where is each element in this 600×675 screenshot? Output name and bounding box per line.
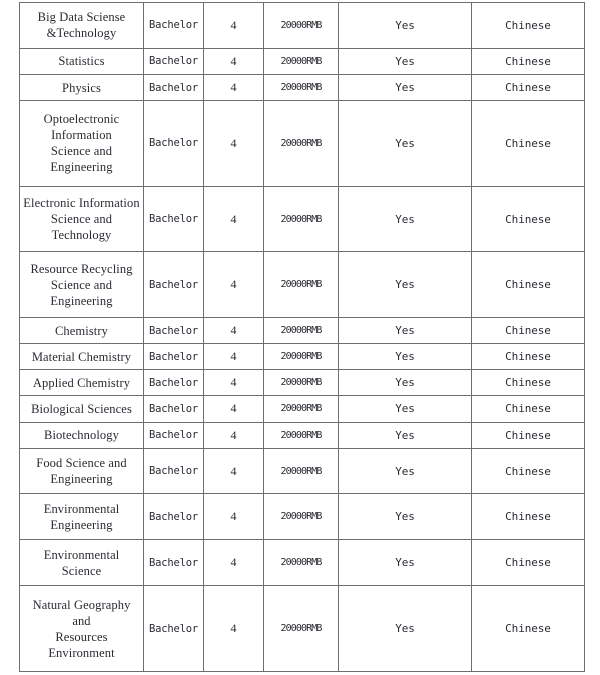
cell-duration: 4	[204, 48, 264, 74]
cell-degree: Bachelor	[144, 540, 204, 586]
cell-major	[20, 370, 144, 396]
cell-degree: Bachelor	[144, 370, 204, 396]
table-row	[20, 252, 585, 318]
cell-duration: 4	[204, 74, 264, 100]
cell-tuition-fee: 20000RMB	[264, 396, 339, 422]
cell-language: Chinese	[472, 422, 585, 448]
major-line-2: Science and Engineering	[50, 277, 113, 308]
cell-tuition-fee: 20000RMB	[264, 48, 339, 74]
cell-tuition-fee: 20000RMB	[264, 74, 339, 100]
major-line-1: Statistics	[58, 54, 105, 69]
cell-language: Chinese	[472, 48, 585, 74]
cell-duration: 4	[204, 448, 264, 494]
table-row	[20, 186, 585, 252]
cell-scholarship: Yes	[339, 48, 472, 74]
major-line-1: Resource Recycling	[30, 261, 133, 276]
cell-degree: Bachelor	[144, 448, 204, 494]
cell-degree: Bachelor	[144, 101, 204, 187]
cell-major	[20, 494, 144, 540]
major-line-2: Resources Environment	[48, 629, 115, 660]
table-row	[20, 3, 585, 49]
major-line-1: Food Science and	[36, 456, 127, 471]
cell-duration: 4	[204, 344, 264, 370]
cell-scholarship: Yes	[339, 494, 472, 540]
cell-major	[20, 318, 144, 344]
major-line-1: Environmental Science	[43, 547, 120, 578]
cell-scholarship: Yes	[339, 186, 472, 252]
cell-tuition-fee: 20000RMB	[264, 344, 339, 370]
cell-language: Chinese	[472, 586, 585, 672]
cell-language: Chinese	[472, 494, 585, 540]
table-row	[20, 318, 585, 344]
cell-scholarship: Yes	[339, 422, 472, 448]
major-line-1: Electronic Information	[23, 196, 140, 211]
cell-language: Chinese	[472, 540, 585, 586]
cell-scholarship: Yes	[339, 586, 472, 672]
cell-language: Chinese	[472, 252, 585, 318]
cell-language: Chinese	[472, 396, 585, 422]
cell-scholarship: Yes	[339, 540, 472, 586]
cell-scholarship: Yes	[339, 101, 472, 187]
program-table-body	[20, 3, 585, 672]
cell-degree: Bachelor	[144, 494, 204, 540]
cell-major	[20, 48, 144, 74]
major-line-2: Engineering	[50, 472, 113, 487]
cell-degree: Bachelor	[144, 586, 204, 672]
table-row	[20, 494, 585, 540]
cell-degree: Bachelor	[144, 48, 204, 74]
cell-major	[20, 396, 144, 422]
cell-language: Chinese	[472, 448, 585, 494]
cell-duration: 4	[204, 252, 264, 318]
major-line-1: Biological Sciences	[31, 401, 132, 416]
cell-duration: 4	[204, 370, 264, 396]
program-table	[19, 2, 585, 672]
major-line-1: Applied Chemistry	[32, 375, 131, 390]
cell-duration: 4	[204, 3, 264, 49]
cell-major	[20, 74, 144, 100]
table-row	[20, 448, 585, 494]
major-line-2: Engineering	[50, 517, 113, 532]
table-row	[20, 101, 585, 187]
cell-degree: Bachelor	[144, 186, 204, 252]
cell-duration: 4	[204, 318, 264, 344]
cell-degree: Bachelor	[144, 422, 204, 448]
cell-language: Chinese	[472, 318, 585, 344]
cell-major	[20, 3, 144, 49]
cell-language: Chinese	[472, 101, 585, 187]
table-row	[20, 370, 585, 396]
cell-duration: 4	[204, 101, 264, 187]
cell-tuition-fee: 20000RMB	[264, 586, 339, 672]
cell-scholarship: Yes	[339, 448, 472, 494]
cell-duration: 4	[204, 422, 264, 448]
major-line-2: Science and Engineering	[50, 144, 113, 175]
major-line-1: Chemistry	[55, 323, 108, 338]
cell-tuition-fee: 20000RMB	[264, 540, 339, 586]
cell-scholarship: Yes	[339, 344, 472, 370]
table-row	[20, 540, 585, 586]
cell-language: Chinese	[472, 74, 585, 100]
cell-major	[20, 448, 144, 494]
cell-tuition-fee: 20000RMB	[264, 3, 339, 49]
cell-degree: Bachelor	[144, 74, 204, 100]
cell-duration: 4	[204, 586, 264, 672]
table-row	[20, 74, 585, 100]
cell-scholarship: Yes	[339, 396, 472, 422]
cell-language: Chinese	[472, 344, 585, 370]
cell-language: Chinese	[472, 3, 585, 49]
cell-tuition-fee: 20000RMB	[264, 370, 339, 396]
cell-language: Chinese	[472, 186, 585, 252]
cell-tuition-fee: 20000RMB	[264, 422, 339, 448]
major-line-2: &Technology	[46, 26, 117, 41]
cell-tuition-fee: 20000RMB	[264, 448, 339, 494]
table-row	[20, 344, 585, 370]
table-row	[20, 48, 585, 74]
major-line-1: Biotechnology	[44, 428, 119, 443]
cell-tuition-fee: 20000RMB	[264, 252, 339, 318]
cell-major	[20, 422, 144, 448]
cell-duration: 4	[204, 396, 264, 422]
major-line-1: Material Chemistry	[31, 349, 132, 364]
cell-major	[20, 101, 144, 187]
table-row	[20, 422, 585, 448]
cell-major	[20, 344, 144, 370]
major-line-1: Big Data Sciense	[37, 10, 126, 25]
major-line-1: Environmental	[43, 501, 120, 516]
table-row	[20, 586, 585, 672]
cell-scholarship: Yes	[339, 74, 472, 100]
major-line-2: Science and Technology	[50, 212, 113, 243]
table-row	[20, 396, 585, 422]
cell-duration: 4	[204, 494, 264, 540]
cell-tuition-fee: 20000RMB	[264, 318, 339, 344]
cell-tuition-fee: 20000RMB	[264, 494, 339, 540]
cell-tuition-fee: 20000RMB	[264, 101, 339, 187]
cell-degree: Bachelor	[144, 3, 204, 49]
cell-major	[20, 252, 144, 318]
cell-major	[20, 540, 144, 586]
major-line-1: Optoelectronic Information	[43, 112, 120, 143]
major-line-1: Natural Geography and	[32, 597, 131, 628]
cell-scholarship: Yes	[339, 252, 472, 318]
cell-language: Chinese	[472, 370, 585, 396]
cell-degree: Bachelor	[144, 318, 204, 344]
cell-scholarship: Yes	[339, 3, 472, 49]
cell-degree: Bachelor	[144, 252, 204, 318]
cell-duration: 4	[204, 186, 264, 252]
cell-tuition-fee: 20000RMB	[264, 186, 339, 252]
major-line-1: Physics	[62, 80, 101, 95]
program-table-container	[19, 2, 584, 672]
cell-major	[20, 186, 144, 252]
cell-degree: Bachelor	[144, 396, 204, 422]
cell-major	[20, 586, 144, 672]
cell-scholarship: Yes	[339, 370, 472, 396]
cell-duration: 4	[204, 540, 264, 586]
cell-scholarship: Yes	[339, 318, 472, 344]
cell-degree: Bachelor	[144, 344, 204, 370]
